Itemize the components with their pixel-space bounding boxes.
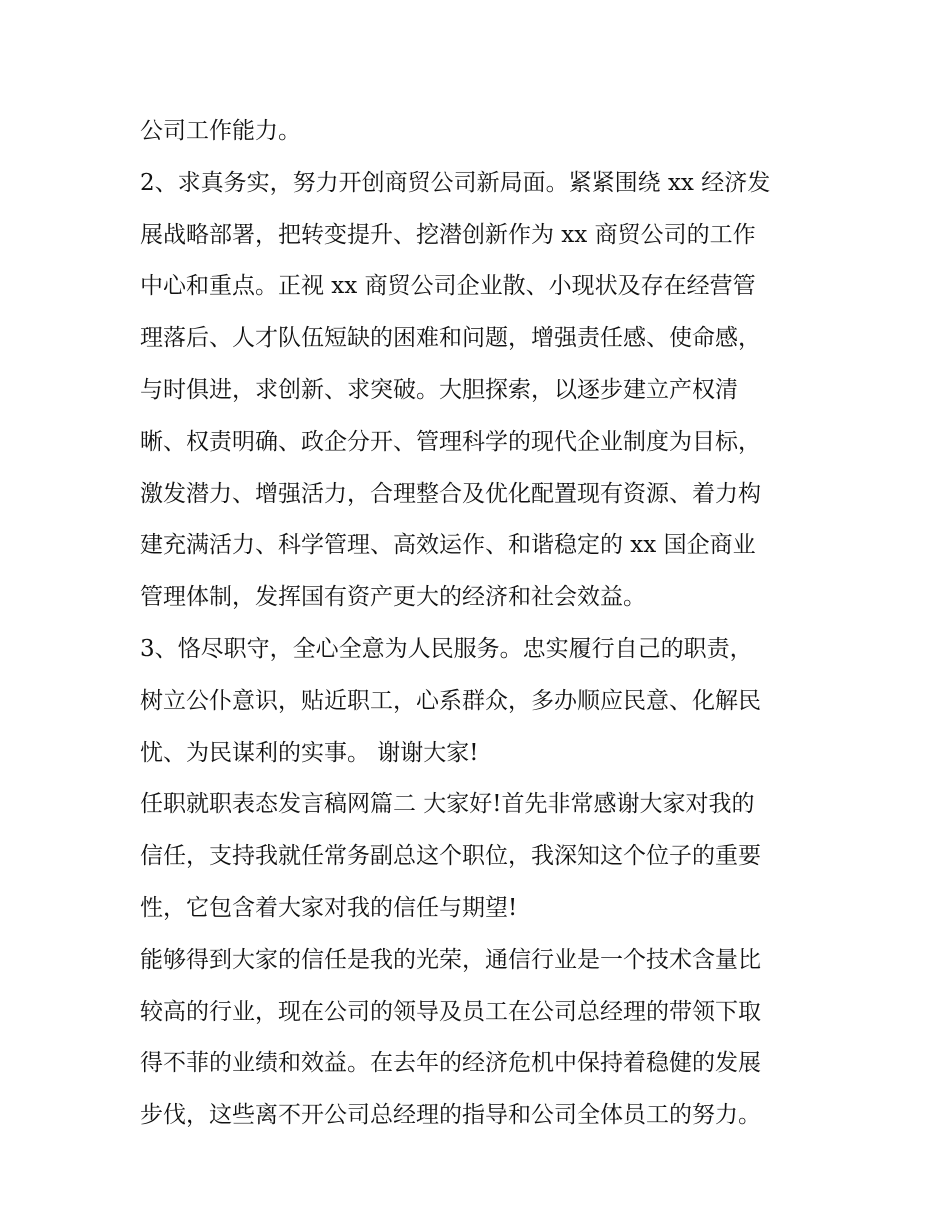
text-line: 建充满活力、科学管理、高效运作、和谐稳定的 xx 国企商业 [140,532,756,559]
text-line: 任职就职表态发言稿网篇二 大家好!首先非常感谢大家对我的 [140,791,755,818]
text-line: 较高的行业，现在公司的领导及员工在公司总经理的带领下取 [140,998,761,1025]
body-text [140,106,820,1142]
text-line: 管理体制，发挥国有资产更大的经济和社会效益。 [140,584,646,611]
text-line: 公司工作能力。 [140,118,301,144]
text-line: 与时俱进，求创新、求突破。大胆探索，以逐步建立产权清 [140,376,738,403]
text-line: 2、求真务实，努力开创商贸公司新局面。紧紧围绕 xx 经济发 [140,169,771,196]
text-line: 性，它包含着大家对我的信任与期望! [140,894,518,921]
text-line: 中心和重点。正视 xx 商贸公司企业散、小现状及存在经营管 [140,273,756,300]
text-line: 能够得到大家的信任是我的光荣，通信行业是一个技术含量比 [140,946,761,973]
text-line: 激发潜力、增强活力，合理整合及优化配置现有资源、着力构 [140,480,761,507]
text-line: 步伐，这些离不开公司总经理的指导和公司全体员工的努力。 [140,1102,761,1129]
text-line: 得不菲的业绩和效益。在去年的经济危机中保持着稳健的发展 [140,1050,761,1077]
text-line: 展战略部署，把转变提升、挖潜创新作为 xx 商贸公司的工作 [140,221,756,248]
text-line: 忧、为民谋利的实事。 谢谢大家! [140,739,479,766]
text-line: 晰、权责明确、政企分开、管理科学的现代企业制度为目标， [140,428,761,455]
text-line: 树立公仆意识，贴近职工，心系群众，多办顺应民意、化解民 [140,687,761,714]
text-line: 理落后、人才队伍短缺的困难和问题，增强责任感、使命感， [140,325,761,352]
text-line: 3、恪尽职守，全心全意为人民服务。忠实履行自己的职责， [140,635,753,662]
text-line: 信任，支持我就任常务副总这个职位，我深知这个位子的重要 [140,843,761,870]
